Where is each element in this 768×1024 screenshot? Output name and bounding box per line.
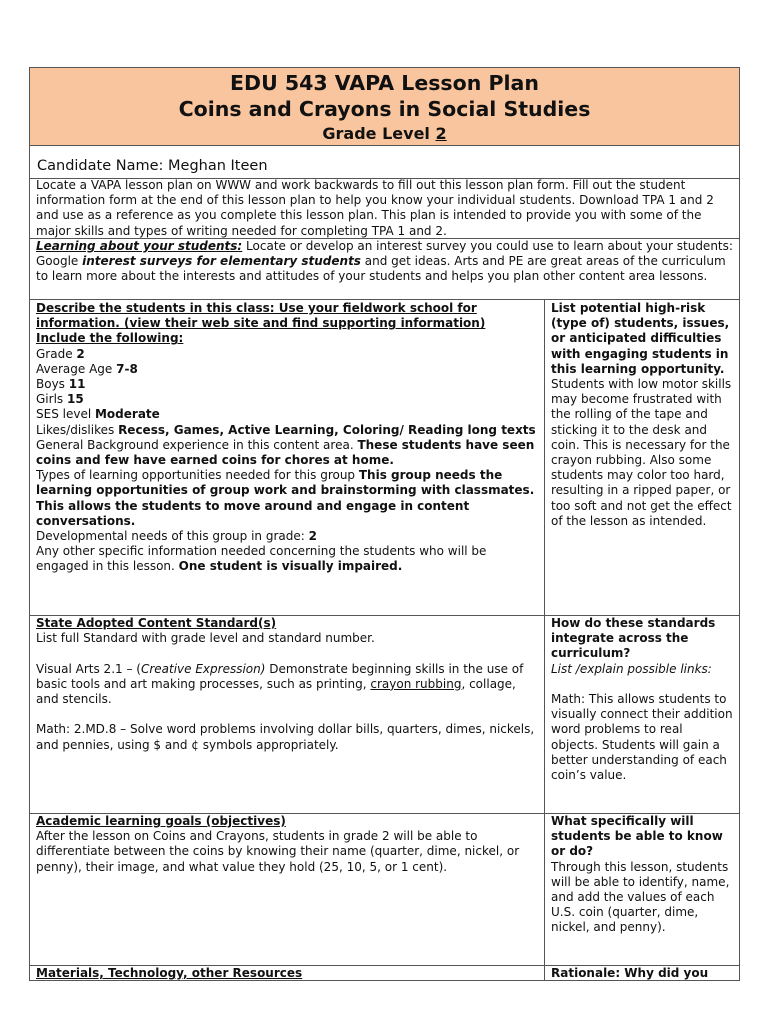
va-underline: crayon rubbing bbox=[370, 676, 462, 691]
other-value: One student is visually impaired. bbox=[178, 559, 403, 574]
types-line bbox=[36, 468, 538, 529]
describe-row bbox=[30, 300, 739, 616]
know-heading: What specifically will students be able to know or do? bbox=[551, 814, 723, 859]
girls-label: Girls bbox=[36, 392, 67, 407]
va-text-2: , collage, and stencils. bbox=[36, 676, 516, 706]
goals-text: After the lesson on Coins and Crayons, students in grade 2 will be able to differentiate between the coins by knowing their name (quarter, dime, nickel, or penny), their image, and what value they hold (25, 10, 5, or 1 cent). bbox=[36, 829, 520, 874]
describe-heading: Describe the students in this class: Use your fieldwork school for information. (view their web site and find supporting information) Include the following: bbox=[36, 301, 486, 346]
title-header bbox=[30, 68, 739, 146]
learning-heading: Learning about your students: bbox=[36, 239, 243, 253]
learning-text-1: Locate or develop an interest survey you could use to learn about your students: Google bbox=[36, 239, 733, 269]
candidate-name: Candidate Name: Meghan Iteen bbox=[37, 158, 268, 174]
dev-label: Developmental needs of this group in grade: bbox=[36, 529, 309, 544]
likes-label: Likes/dislikes bbox=[36, 422, 119, 437]
types-value: This group needs the learning opportunities of group work and brainstorming with classmates. This allows the students to move around and engage in content conversations. bbox=[36, 468, 535, 528]
background-value: These students have seen coins and few have earned coins for chores at home. bbox=[36, 437, 535, 468]
doc-subtitle: Coins and Crayons in Social Studies bbox=[178, 97, 591, 121]
other-line bbox=[36, 544, 538, 574]
materials-cell bbox=[30, 965, 545, 981]
materials-row bbox=[30, 965, 739, 981]
grade-label: Grade bbox=[36, 346, 77, 361]
grade-value: 2 bbox=[76, 346, 85, 361]
integrate-subheading: List /explain possible links: bbox=[551, 661, 712, 676]
dev-line bbox=[36, 529, 538, 544]
know-cell bbox=[545, 813, 739, 965]
know-text: Through this lesson, students will be able to identify, name, and add the values of each U.S. coin (quarter, dime, nickel, and penny). bbox=[551, 859, 730, 935]
goals-row bbox=[30, 813, 739, 966]
candidate-row bbox=[30, 145, 739, 179]
likes-value: Recess, Games, Active Learning, Coloring/ Reading long texts bbox=[118, 422, 536, 437]
grade-level-label: Grade Level bbox=[322, 124, 436, 143]
age-line bbox=[36, 362, 538, 377]
materials-heading: Materials, Technology, other Resources bbox=[36, 966, 303, 980]
girls-value: 15 bbox=[66, 392, 84, 407]
learning-bold-italic: interest surveys for elementary students bbox=[82, 254, 361, 269]
ses-label: SES level bbox=[36, 407, 95, 422]
visual-arts-standard bbox=[36, 662, 538, 708]
doc-title: EDU 543 VAPA Lesson Plan bbox=[230, 71, 539, 95]
standards-row bbox=[30, 615, 739, 814]
goals-heading: Academic learning goals (objectives) bbox=[36, 814, 286, 828]
risk-heading: List potential high-risk (type of) students, issues, or anticipated difficulties with engaging students in this learning opportunity. bbox=[551, 301, 730, 376]
goals-cell bbox=[30, 813, 545, 965]
va-prefix: Visual Arts 2.1 – ( bbox=[36, 661, 141, 676]
likes-line bbox=[36, 423, 538, 438]
standards-cell bbox=[30, 615, 545, 813]
girls-line bbox=[36, 392, 538, 407]
boys-value: 11 bbox=[68, 377, 86, 392]
math-standard: Math: 2.MD.8 – Solve word problems involving dollar bills, quarters, dimes, nickels, and pennies, using $ and ¢ symbols appropriately. bbox=[36, 722, 535, 752]
background-label: General Background experience in this content area. bbox=[36, 437, 358, 452]
rationale-heading: Rationale: Why did you bbox=[551, 966, 709, 980]
other-label: Any other specific information needed concerning the students who will be engaged in this lesson. bbox=[36, 544, 487, 574]
standards-heading: State Adopted Content Standard(s) bbox=[36, 616, 277, 630]
ses-line bbox=[36, 407, 538, 422]
boys-label: Boys bbox=[36, 377, 69, 392]
integrate-heading: How do these standards integrate across the curriculum? bbox=[551, 616, 716, 661]
integrate-cell bbox=[545, 615, 739, 813]
learning-row bbox=[30, 239, 739, 300]
describe-cell bbox=[30, 300, 545, 615]
risk-cell bbox=[545, 300, 739, 615]
grade-line bbox=[36, 347, 538, 362]
boys-line bbox=[36, 377, 538, 392]
background-line bbox=[36, 438, 538, 468]
types-label: Types of learning opportunities needed for this group bbox=[36, 468, 359, 483]
va-text-1: Demonstrate beginning skills in the use of basic tools and art making processes, such as printing, bbox=[36, 661, 524, 691]
va-italic: Creative Expression) bbox=[140, 661, 266, 676]
grade-level bbox=[30, 123, 739, 145]
risk-text: Students with low motor skills may become frustrated with the rolling of the tape and sticking it to the desk and coin. This is necessary for the crayon rubbing. Also some students may color too hard, resulting in a ripped paper, or too soft and not get the effect of the lesson as intended. bbox=[551, 377, 732, 528]
rationale-cell bbox=[545, 965, 739, 981]
standards-subheading: List full Standard with grade level and standard number. bbox=[36, 631, 375, 646]
learning-text-2: and get ideas. Arts and PE are great areas of the curriculum to learn more about the interests and attitudes of your students and helps you plan other content area lessons. bbox=[36, 254, 726, 284]
dev-value: 2 bbox=[308, 529, 317, 544]
ses-value: Moderate bbox=[94, 407, 160, 422]
grade-level-value: 2 bbox=[435, 124, 447, 143]
age-value: 7-8 bbox=[116, 361, 138, 376]
age-label: Average Age bbox=[36, 361, 117, 376]
lesson-plan-form bbox=[29, 67, 740, 981]
intro-text: Locate a VAPA lesson plan on WWW and work backwards to fill out this lesson plan form. Fill out the student information form at the end of this lesson plan to help you know your individual students. Download TPA 1 and 2 and use as a reference as you complete this lesson plan. This plan is intended to provide you with some of the major skills and types of writing needed for completing TPA 1 and 2. bbox=[36, 178, 714, 238]
intro-row bbox=[30, 178, 739, 239]
integrate-text: Math: This allows students to visually connect their addition word problems to real objects. Students will gain a better understanding of each coin’s value. bbox=[551, 692, 733, 783]
